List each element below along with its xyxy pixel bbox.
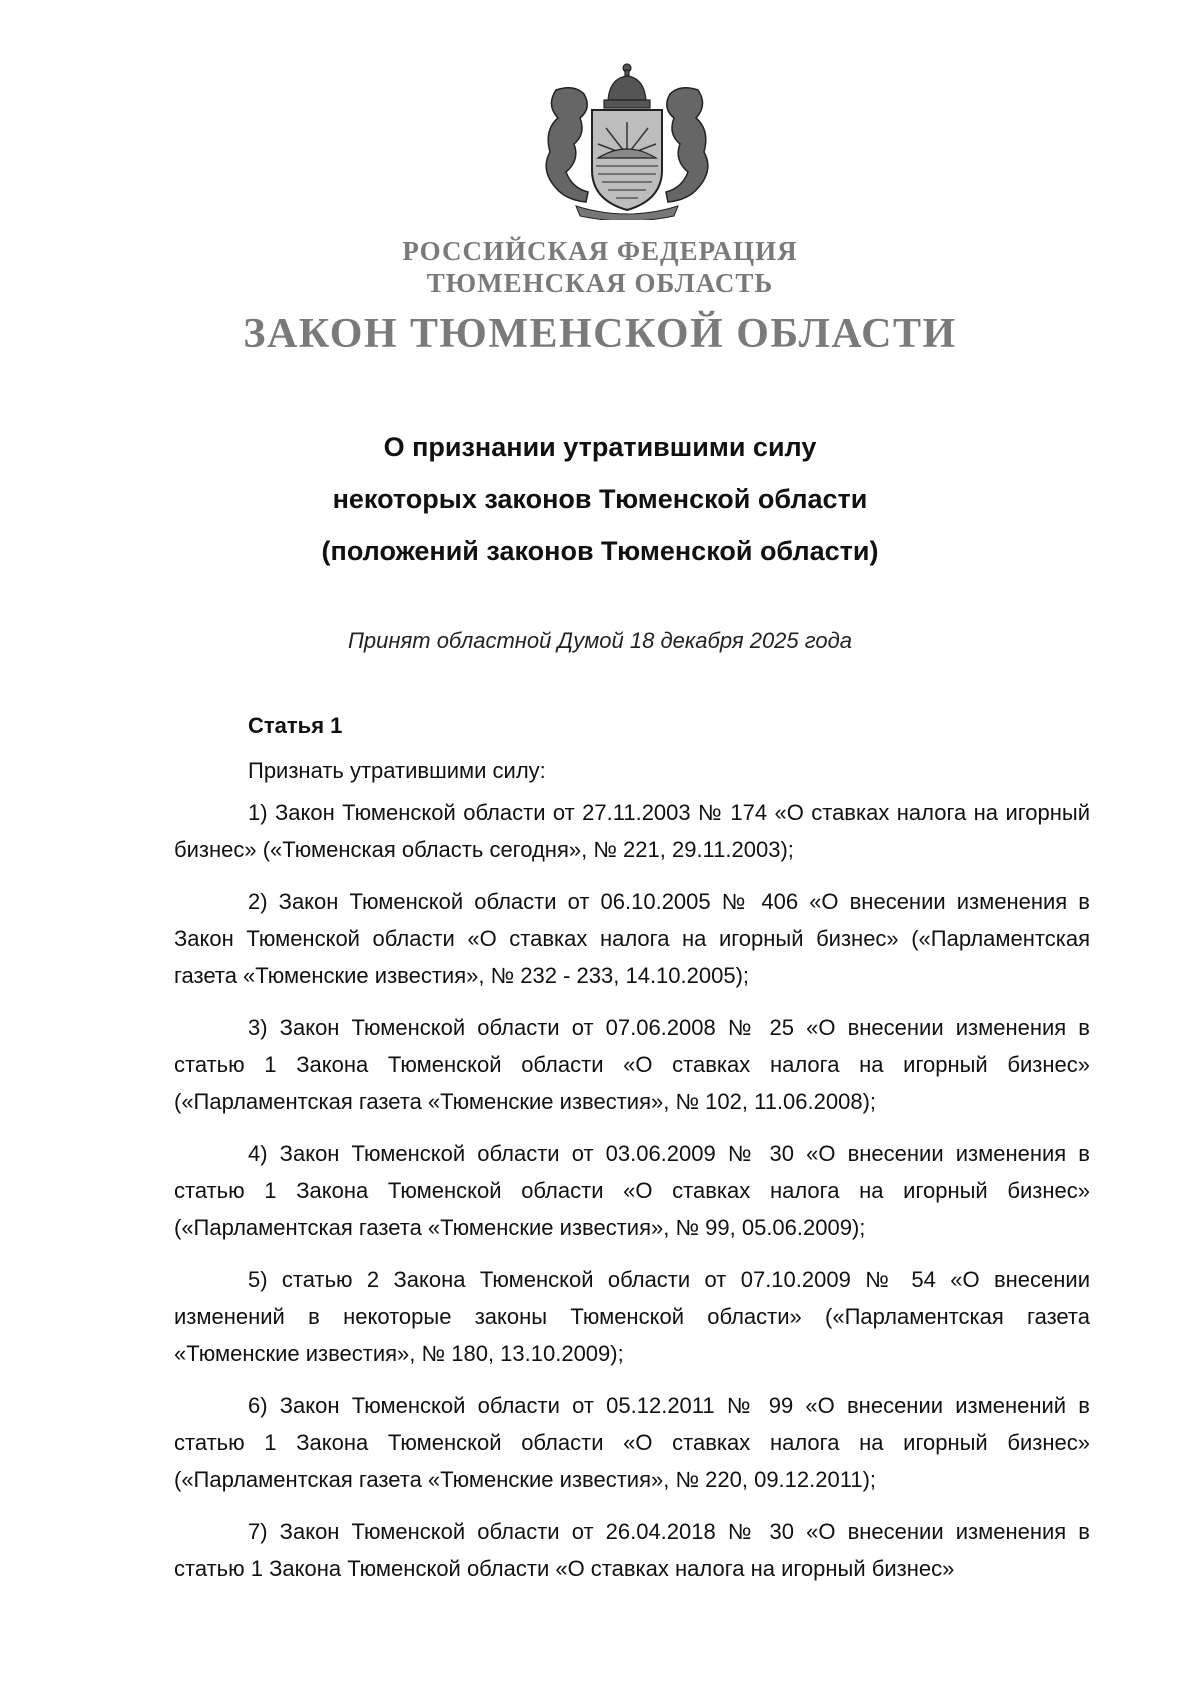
list-item: 4) Закон Тюменской области от 03.06.2009 № 30 «О внесении изменения в статью 1 Закона Тюменской области «О ставках налога на игорный бизнес» («Парламентская газета «Тюменские известия», № 99, 05.06.2009); [174,1141,1090,1240]
coat-of-arms-icon [536,60,718,220]
list-item: 6) Закон Тюменской области от 05.12.2011 № 99 «О внесении изменений в статью 1 Закона Тюменской области «О ставках налога на игорный бизнес» («Парламентская газета «Тюменские известия», № 220, 09.12.2011); [174,1393,1090,1492]
document-title-line-2: некоторых законов Тюменской области [332,484,868,514]
adoption-note: Принят областной Думой 18 декабря 2025 года [347,628,852,653]
document-title-line-1: О признании утратившими силу [383,432,817,462]
article-items [174,794,1090,1602]
list-item: 5) статью 2 Закона Тюменской области от 07.10.2009 № 54 «О внесении изменений в некоторые законы Тюменской области» («Парламентская газета «Тюменские известия», № 180, 13.10.2009); [174,1267,1090,1366]
article-intro: Признать утратившими силу: [248,758,546,783]
country-heading: РОССИЙСКАЯ ФЕДЕРАЦИЯ [402,236,798,266]
law-type-heading: ЗАКОН ТЮМЕНСКОЙ ОБЛАСТИ [243,311,957,357]
list-item: 2) Закон Тюменской области от 06.10.2005 № 406 «О внесении изменения в Закон Тюменской области «О ставках налога на игорный бизнес» («Парламентская газета «Тюменские известия», № 232 - 233, 14.10.2005); [174,889,1090,988]
region-heading: ТЮМЕНСКАЯ ОБЛАСТЬ [426,268,774,298]
list-item: 3) Закон Тюменской области от 07.06.2008 № 25 «О внесении изменения в статью 1 Закона Тюменской области «О ставках налога на игорный бизнес» («Парламентская газета «Тюменские известия», № 102, 11.06.2008); [174,1015,1090,1114]
list-item: 1) Закон Тюменской области от 27.11.2003 № 174 «О ставках налога на игорный бизнес» («Тюменская область сегодня», № 221, 29.11.2003); [174,800,1090,862]
list-item: 7) Закон Тюменской области от 26.04.2018 № 30 «О внесении изменения в статью 1 Закона Тюменской области «О ставках налога на игорный бизнес» [174,1519,1090,1581]
document-title-line-3: (положений законов Тюменской области) [321,536,879,566]
article-heading: Статья 1 [248,713,343,738]
